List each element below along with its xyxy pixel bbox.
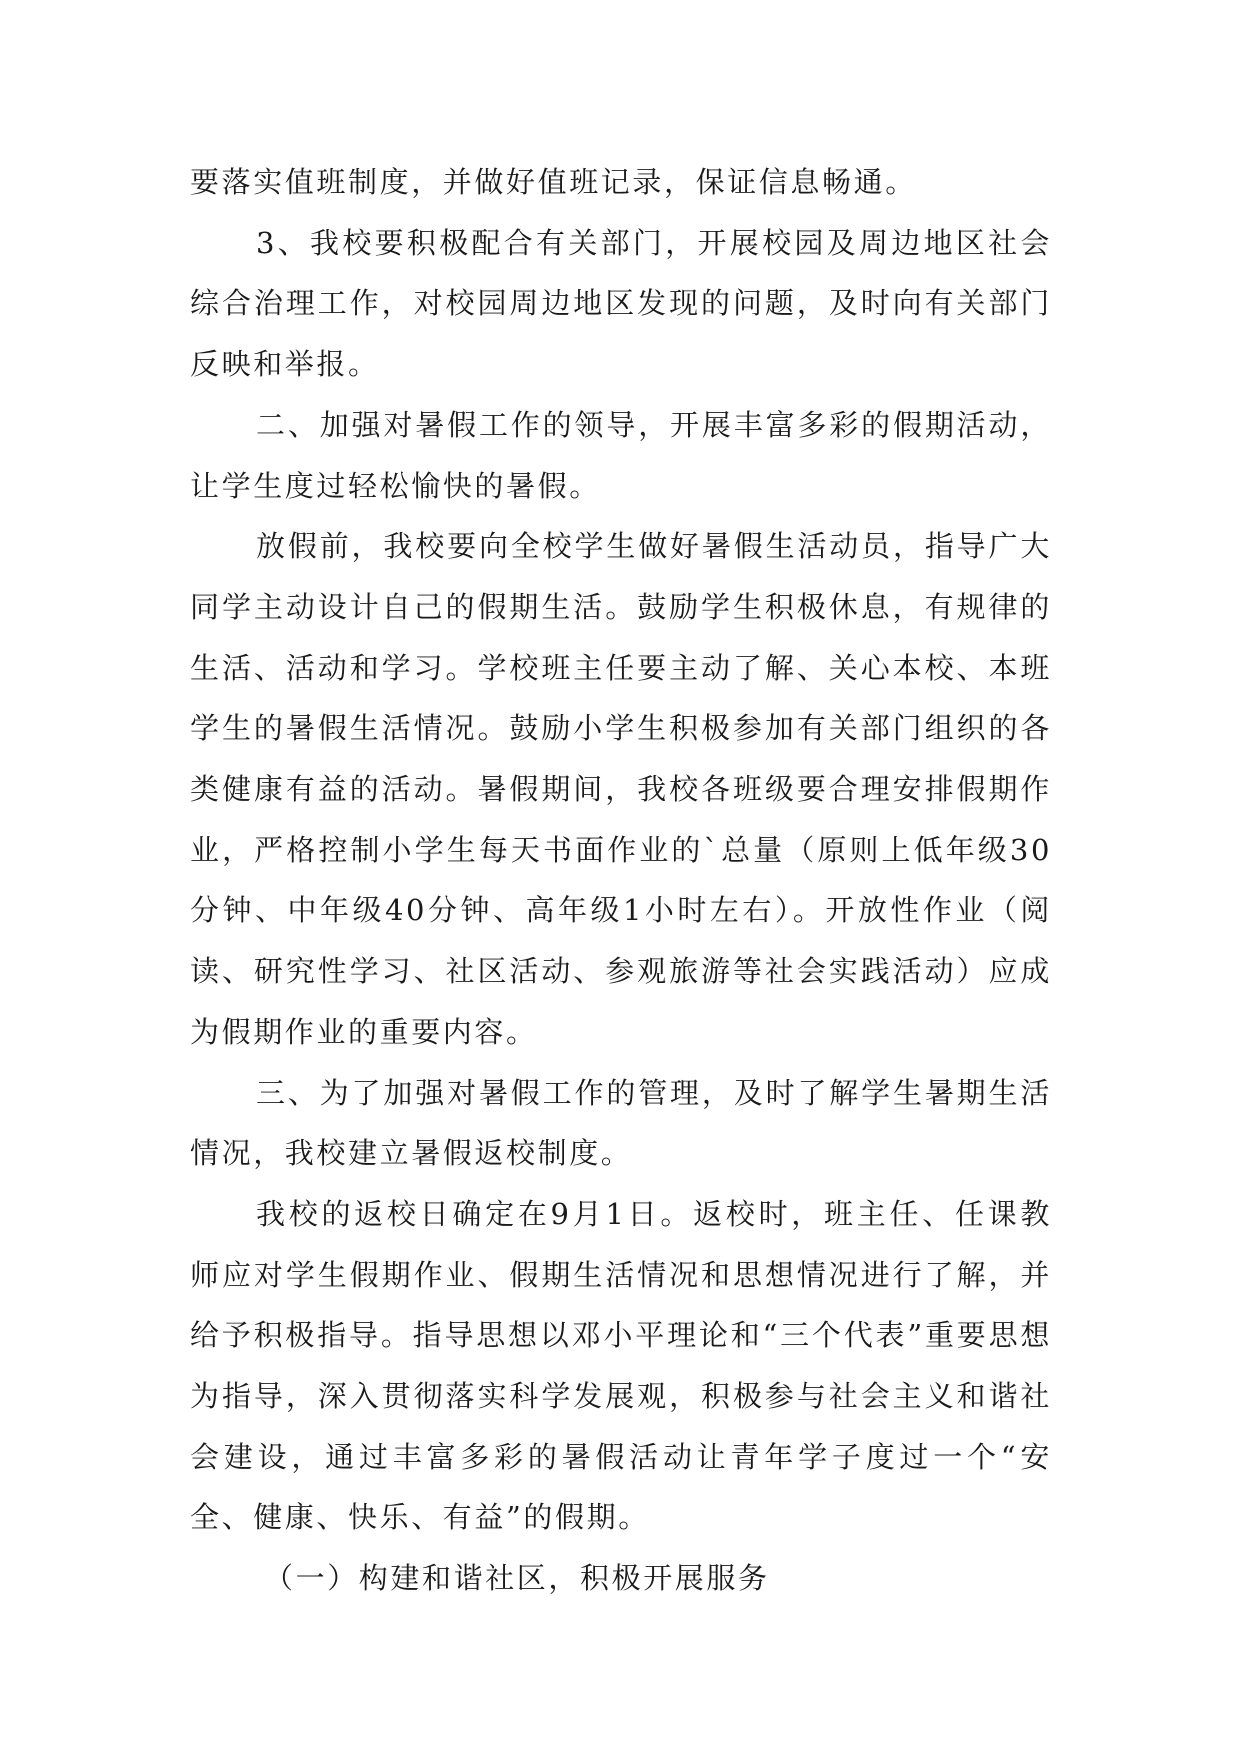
paragraph-duty-records: 要落实值班制度，并做好值班记录，保证信息畅通。 — [190, 165, 917, 199]
paragraph-section-three-heading: 三、为了加强对暑假工作的管理，及时了解学生暑期生活情况，我校建立暑假返校制度。 — [190, 1075, 1052, 1171]
paragraph-subsection-one-heading: （一）构建和谐社区，积极开展服务 — [264, 1561, 770, 1596]
paragraph-return-day: 我校的返校日确定在9月1日。返校时，班主任、任课教师应对学生假期作业、假期生活情况和思想情况进行了解，并给予积极指导。指导思想以邓小平理论和“三个代表”重要思想为指导，深入贯彻落实科学发展观，积极参与社会主义和谐社会建设，通过丰富多彩的暑假活动让青年学子度过一个“安全、健康、快乐、有益”的假期。 — [190, 1196, 1052, 1535]
paragraph-campus-governance: 3、我校要积极配合有关部门，开展校园及周边地区社会综合治理工作，对校园周边地区发现的问题，及时向有关部门反映和举报。 — [190, 225, 1052, 382]
paragraph-pre-holiday-guidance: 放假前，我校要向全校学生做好暑假生活动员，指导广大同学主动设计自己的假期生活。鼓励学生积极休息，有规律的生活、活动和学习。学校班主任要主动了解、关心本校、本班学生的暑假生活情况。鼓励小学生积极参加有关部门组织的各类健康有益的活动。暑假期间，我校各班级要合理安排假期作业，严格控制小学生每天书面作业的`总量（原则上低年级30分钟、中年级40分钟、高年级1小时左右）。开放性作业（阅读、研究性学习、社区活动、参观旅游等社会实践活动）应成为假期作业的重要内容。 — [190, 529, 1052, 1049]
paragraph-section-two-heading: 二、加强对暑假工作的领导，开展丰富多彩的假期活动，让学生度过轻松愉快的暑假。 — [190, 407, 1052, 503]
document-body — [190, 152, 1052, 1609]
